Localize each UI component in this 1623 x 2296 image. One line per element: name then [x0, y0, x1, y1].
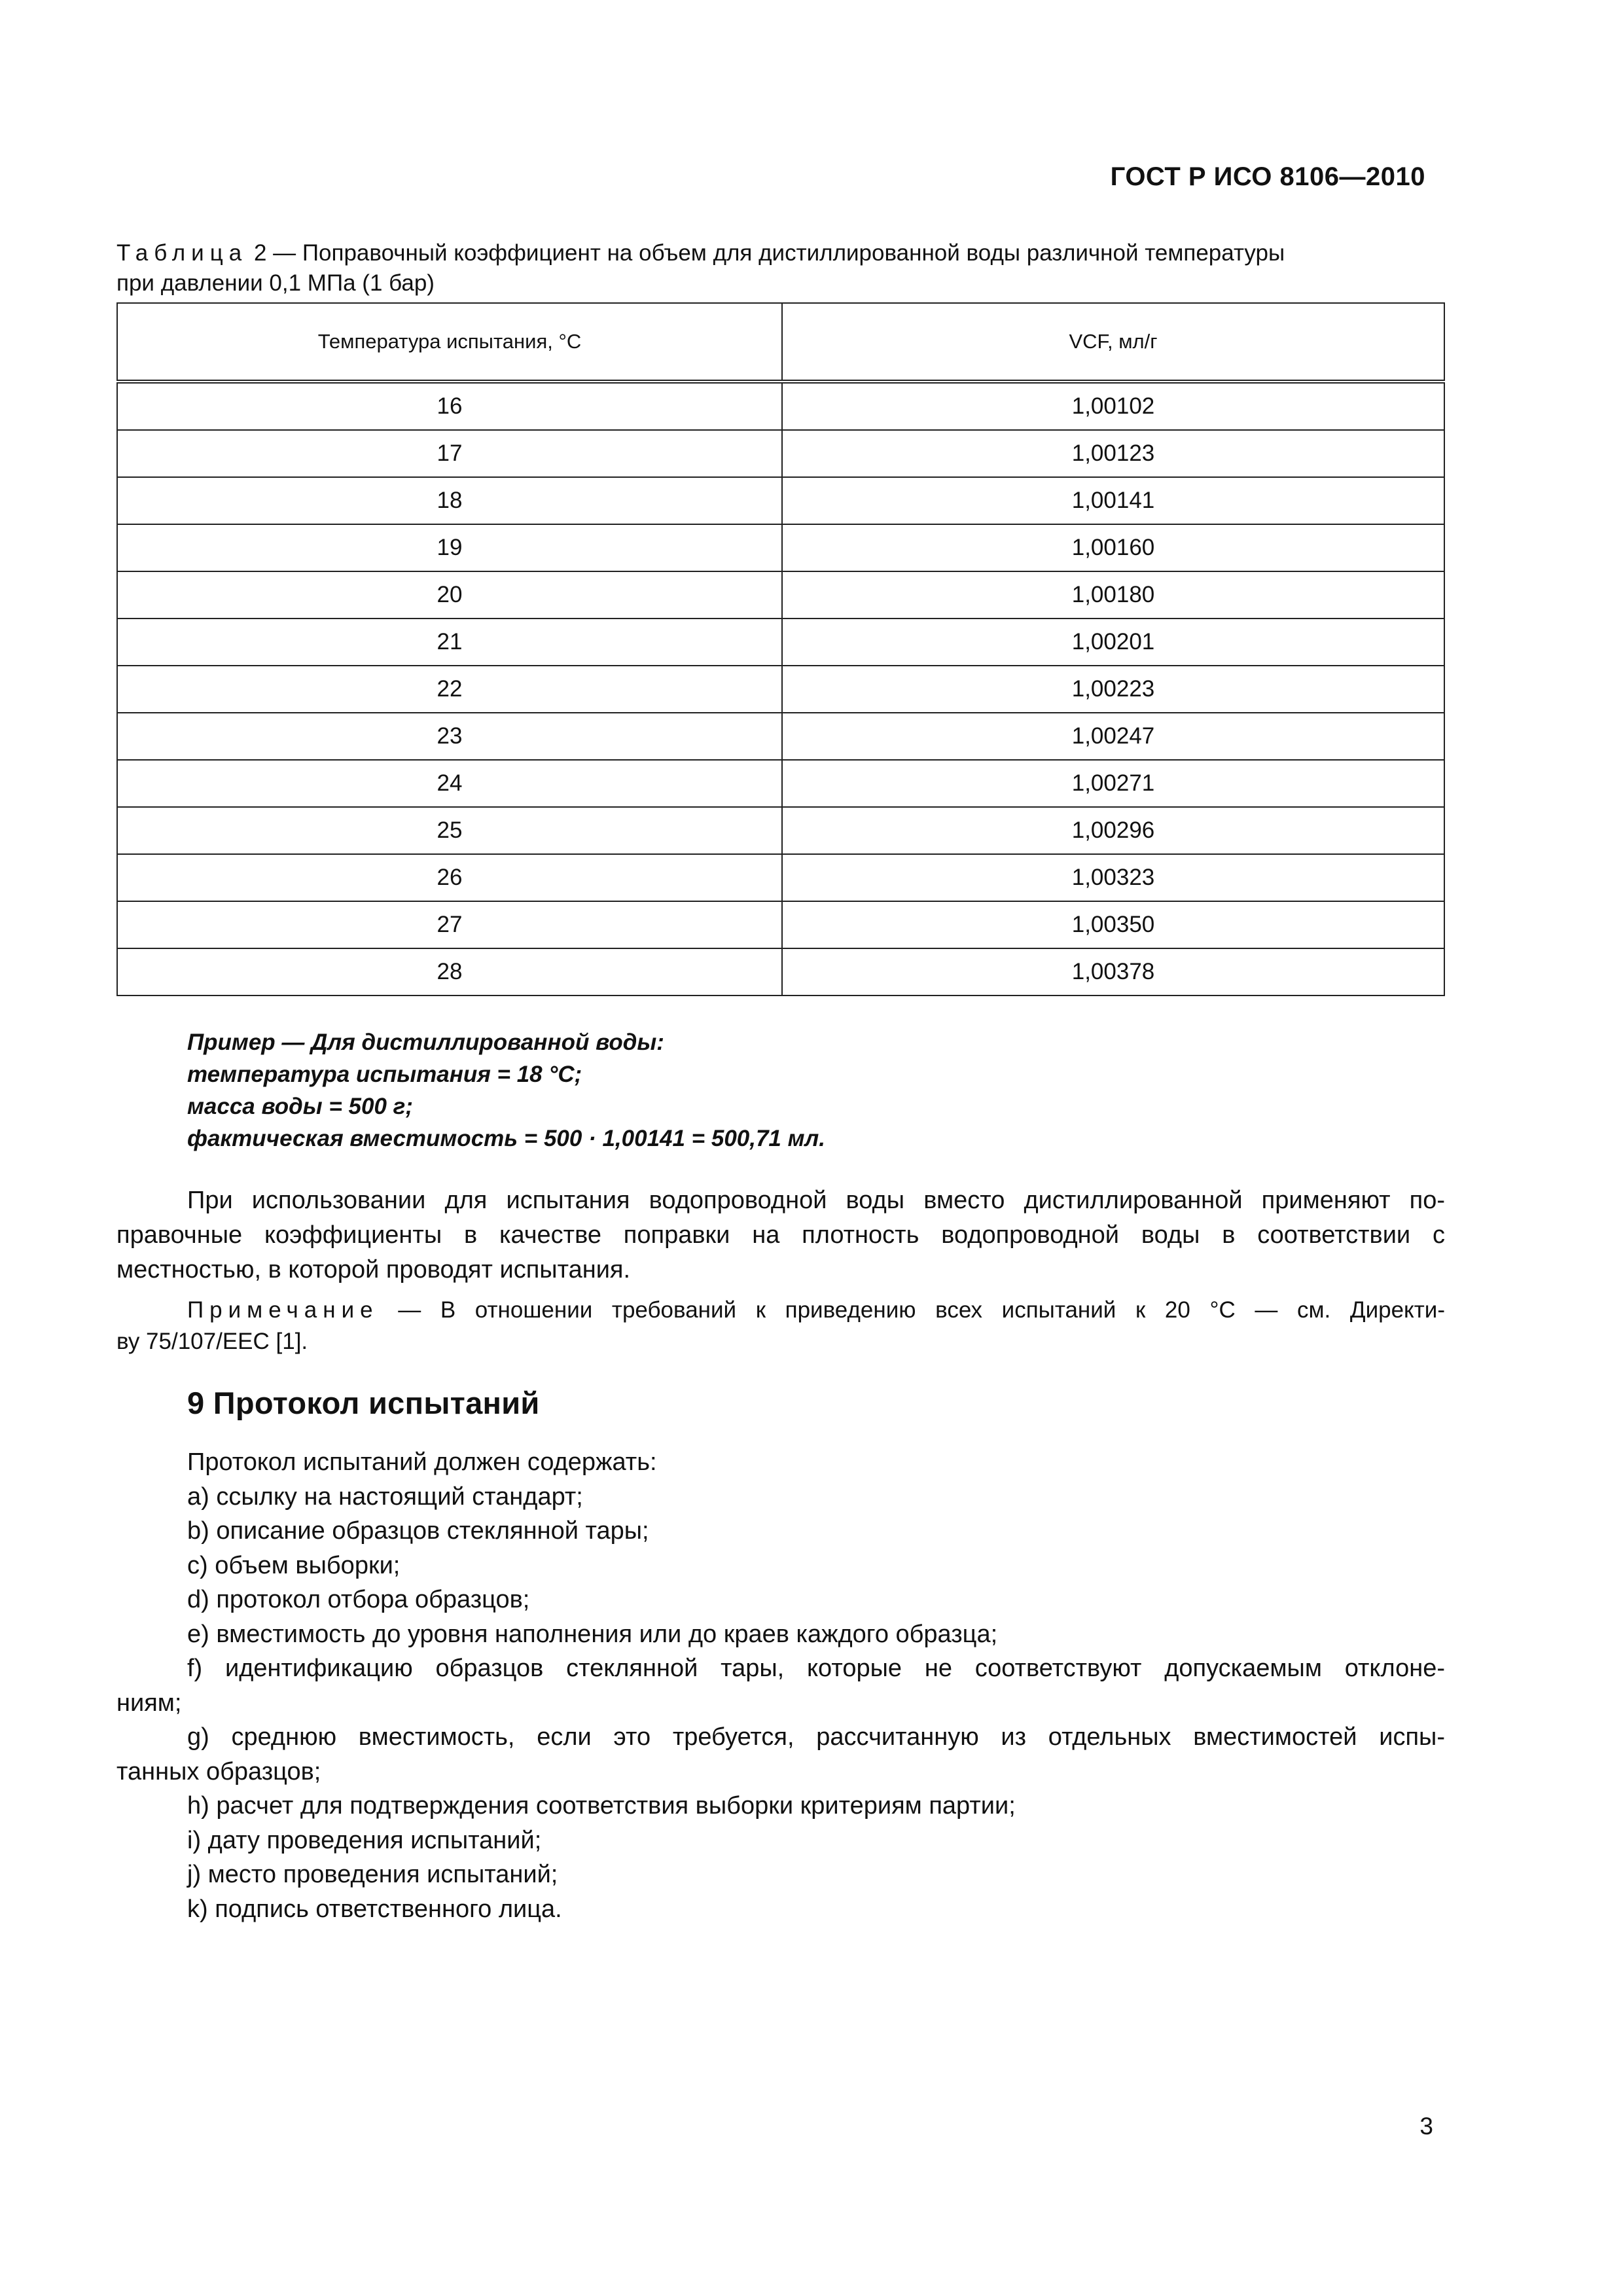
temperature-cell: 16: [117, 382, 782, 430]
vcf-cell: 1,00247: [782, 713, 1444, 760]
list-item: f) идентификацию образцов стеклянной тары, которые не соответствуют допускаемым отклоне-: [187, 1655, 1445, 1682]
vcf-cell: 1,00296: [782, 807, 1444, 854]
example-block: [187, 1026, 825, 1155]
paragraph-line: При использовании для испытания водопроводной воды вместо дистиллированной применяют по-: [187, 1187, 1445, 1214]
section-9-title: 9 Протокол испытаний: [187, 1386, 540, 1420]
table-row: [117, 760, 1444, 807]
table-row: [117, 948, 1444, 996]
vcf-cell: 1,00201: [782, 619, 1444, 666]
temperature-cell: 17: [117, 430, 782, 477]
vcf-cell: 1,00378: [782, 948, 1444, 996]
table-row: [117, 807, 1444, 854]
list-item: k) подпись ответственного лица.: [187, 1895, 562, 1923]
table-row: [117, 666, 1444, 713]
list-item: h) расчет для подтверждения соответствия выборки критериям партии;: [187, 1792, 1016, 1820]
column-header-vcf: VCF, мл/г: [782, 303, 1444, 382]
list-item: b) описание образцов стеклянной тары;: [187, 1517, 649, 1545]
list-item: d) протокол отбора образцов;: [187, 1586, 530, 1613]
vcf-cell: 1,00223: [782, 666, 1444, 713]
table-caption-label: Таблица: [116, 240, 248, 266]
example-line: фактическая вместимость = 500 · 1,00141 = 500,71 мл.: [187, 1126, 826, 1151]
note-label: Примечание: [187, 1297, 379, 1323]
document-standard-header: ГОСТ Р ИСО 8106—2010: [1110, 162, 1425, 191]
temperature-cell: 19: [117, 524, 782, 571]
temperature-cell: 20: [117, 571, 782, 619]
temperature-cell: 24: [117, 760, 782, 807]
note-line-1: [116, 1295, 1445, 1326]
temperature-cell: 27: [117, 901, 782, 948]
table-row: [117, 524, 1444, 571]
vcf-cell: 1,00350: [782, 901, 1444, 948]
note-block: [116, 1295, 1445, 1357]
table-header-row: [117, 303, 1444, 382]
temperature-cell: 25: [117, 807, 782, 854]
temperature-cell: 26: [117, 854, 782, 901]
vcf-cell: 1,00102: [782, 382, 1444, 430]
temperature-cell: 23: [117, 713, 782, 760]
list-item-continuation: ниям;: [116, 1689, 182, 1717]
list-item: g) среднюю вместимость, если это требуется, рассчитанную из отдельных вместимостей испы-: [187, 1723, 1445, 1751]
example-line: Пример — Для дистиллированной воды:: [187, 1030, 664, 1055]
temperature-cell: 18: [117, 477, 782, 524]
list-item: i) дату проведения испытаний;: [187, 1826, 542, 1854]
table-row: [117, 854, 1444, 901]
list-item: c) объем выборки;: [187, 1551, 401, 1579]
page-number: 3: [1419, 2113, 1433, 2140]
list-item: a) ссылку на настоящий стандарт;: [187, 1482, 583, 1511]
vcf-cell: 1,00180: [782, 571, 1444, 619]
note-text: — В отношении требований к приведению всех испытаний к 20 °С — см. Директи-: [378, 1297, 1445, 1323]
table-row: [117, 430, 1444, 477]
list-item: e) вместимость до уровня наполнения или до краев каждого образца;: [187, 1620, 998, 1648]
tap-water-paragraph: [116, 1183, 1445, 1287]
temperature-cell: 21: [117, 619, 782, 666]
table-row: [117, 713, 1444, 760]
list-intro: Протокол испытаний должен содержать:: [187, 1448, 657, 1476]
example-line: масса воды = 500 г;: [187, 1094, 413, 1119]
paragraph-line: местностью, в которой проводят испытания.: [116, 1256, 631, 1283]
table-row: [117, 382, 1444, 430]
vcf-cell: 1,00271: [782, 760, 1444, 807]
vcf-cell: 1,00160: [782, 524, 1444, 571]
temperature-cell: 28: [117, 948, 782, 996]
table-row: [117, 571, 1444, 619]
paragraph-line: правочные коэффициенты в качестве поправки на плотность водопроводной воды в соответствии с: [116, 1221, 1445, 1249]
report-contents-list: [116, 1445, 1445, 1926]
table-caption-line-2: при давлении 0,1 МПа (1 бар): [116, 270, 435, 296]
list-item-continuation: танных образцов;: [116, 1757, 321, 1785]
list-item: j) место проведения испытаний;: [187, 1861, 558, 1888]
column-header-temperature: Температура испытания, °С: [117, 303, 782, 382]
table-row: [117, 619, 1444, 666]
table-caption: [116, 238, 1445, 298]
vcf-cell: 1,00323: [782, 854, 1444, 901]
vcf-cell: 1,00123: [782, 430, 1444, 477]
example-line: температура испытания = 18 °С;: [187, 1062, 582, 1087]
table-caption-line-1: [116, 238, 1445, 268]
table-caption-text: 2 — Поправочный коэффициент на объем для дистиллированной воды различной температуры: [247, 240, 1285, 266]
vcf-cell: 1,00141: [782, 477, 1444, 524]
table-row: [117, 901, 1444, 948]
note-line-2: ву 75/107/ЕЕС [1].: [116, 1329, 308, 1354]
vcf-table: [116, 302, 1445, 996]
temperature-cell: 22: [117, 666, 782, 713]
table-row: [117, 477, 1444, 524]
